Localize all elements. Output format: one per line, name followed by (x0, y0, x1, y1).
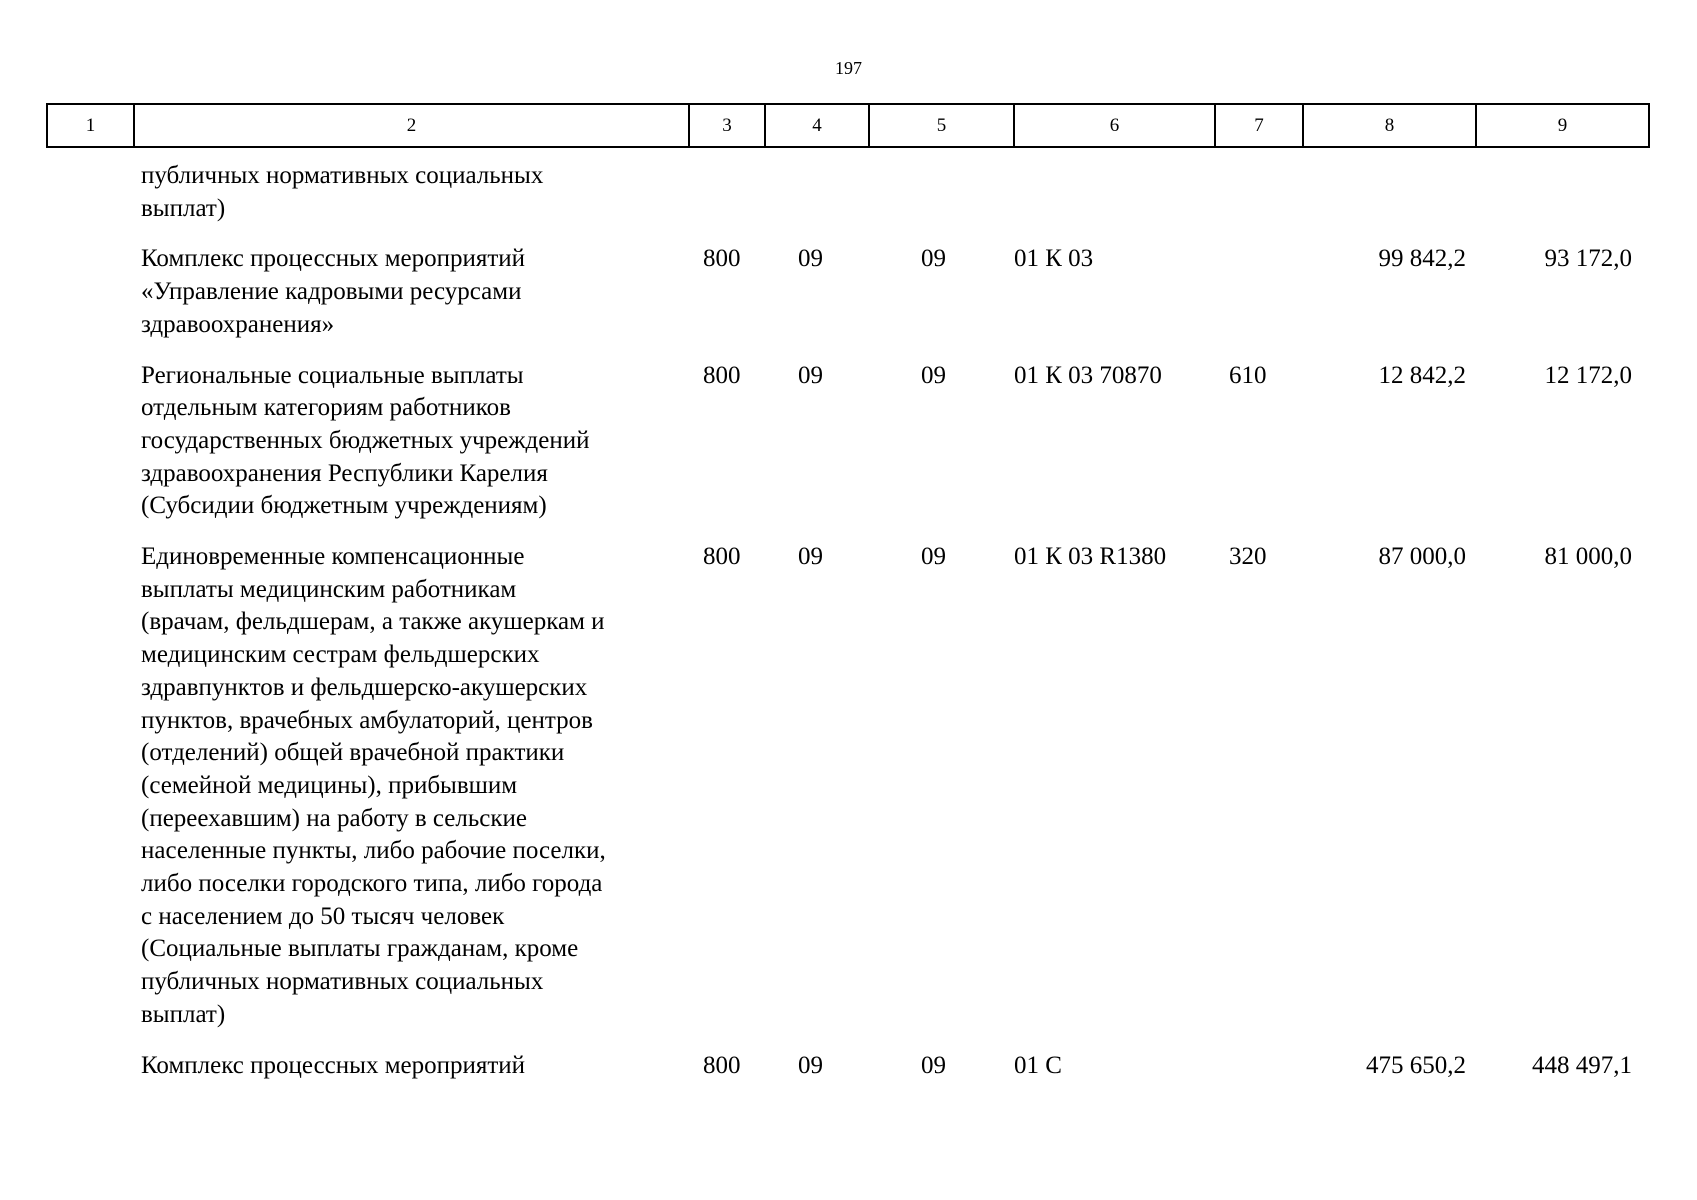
column-number-8: 8 (1303, 104, 1476, 147)
column-number-7: 7 (1215, 104, 1303, 147)
column-number-1: 1 (47, 104, 134, 147)
subsection-code: 09 (921, 361, 946, 389)
table-row (46, 1050, 1640, 1083)
section-code: 09 (798, 361, 823, 389)
amount-col-9: 81 000,0 (1544, 543, 1632, 571)
row-name: Региональные социальные выплаты отдельным категориям работников государственных бюджетных учреждений здравоохранения Республики Карелия (Субсидии бюджетным учреждениям) (141, 361, 590, 520)
amount-col-9: 448 497,1 (1532, 1051, 1632, 1079)
subsection-code: 09 (921, 543, 946, 571)
column-number-2: 2 (134, 104, 689, 147)
expense-type-code: 320 (1229, 543, 1267, 571)
column-number-6: 6 (1014, 104, 1215, 147)
table-row (46, 243, 1640, 341)
subsection-code: 09 (921, 1051, 946, 1079)
section-code: 09 (798, 1051, 823, 1079)
section-code: 09 (798, 245, 823, 273)
section-code: 09 (798, 543, 823, 571)
row-name: Комплекс процессных мероприятий (141, 1051, 526, 1079)
column-header-row (47, 104, 1649, 147)
column-number-3: 3 (689, 104, 765, 147)
column-number-5: 5 (869, 104, 1014, 147)
subsection-code: 09 (921, 245, 946, 273)
target-article-code: 01 С (1014, 1051, 1062, 1079)
row-name: публичных нормативных социальных выплат) (141, 162, 544, 222)
row-name: Единовременные компенсационные выплаты медицинским работникам (врачам, фельдшерам, а также акушеркам и медицинским сестрам фельдшерских здравпунктов и фельдшерско-акушерских пунктов, врачебных амбулаторий, центров (отделений) общей врачебной практики (семейной медицины), прибывшим (переехавшим) на работу в сельские населенные пункты, либо рабочие поселки, либо поселки городского типа, либо города с населением до 50 тысяч человек (Социальные выплаты гражданам, кроме публичных нормативных социальных выплат) (141, 543, 606, 1028)
ministry-code: 800 (703, 361, 741, 389)
table-row (46, 541, 1640, 1032)
target-article-code: 01 К 03 (1014, 245, 1094, 273)
amount-col-9: 12 172,0 (1544, 361, 1632, 389)
target-article-code: 01 К 03 70870 (1014, 361, 1162, 389)
amount-col-9: 93 172,0 (1544, 245, 1632, 273)
ministry-code: 800 (703, 1051, 741, 1079)
amount-col-8: 12 842,2 (1378, 361, 1466, 389)
table-row (46, 160, 1640, 225)
ministry-code: 800 (703, 245, 741, 273)
budget-table-body (46, 160, 1640, 1100)
column-number-9: 9 (1476, 104, 1649, 147)
ministry-code: 800 (703, 543, 741, 571)
amount-col-8: 87 000,0 (1378, 543, 1466, 571)
page-number: 197 (835, 58, 862, 78)
table-row (46, 360, 1640, 524)
amount-col-8: 99 842,2 (1378, 245, 1466, 273)
target-article-code: 01 К 03 R1380 (1014, 543, 1167, 571)
column-number-4: 4 (765, 104, 869, 147)
amount-col-8: 475 650,2 (1366, 1051, 1466, 1079)
expense-type-code: 610 (1229, 361, 1267, 389)
column-header-table (46, 103, 1650, 148)
row-name: Комплекс процессных мероприятий «Управление кадровыми ресурсами здравоохранения» (141, 245, 526, 338)
